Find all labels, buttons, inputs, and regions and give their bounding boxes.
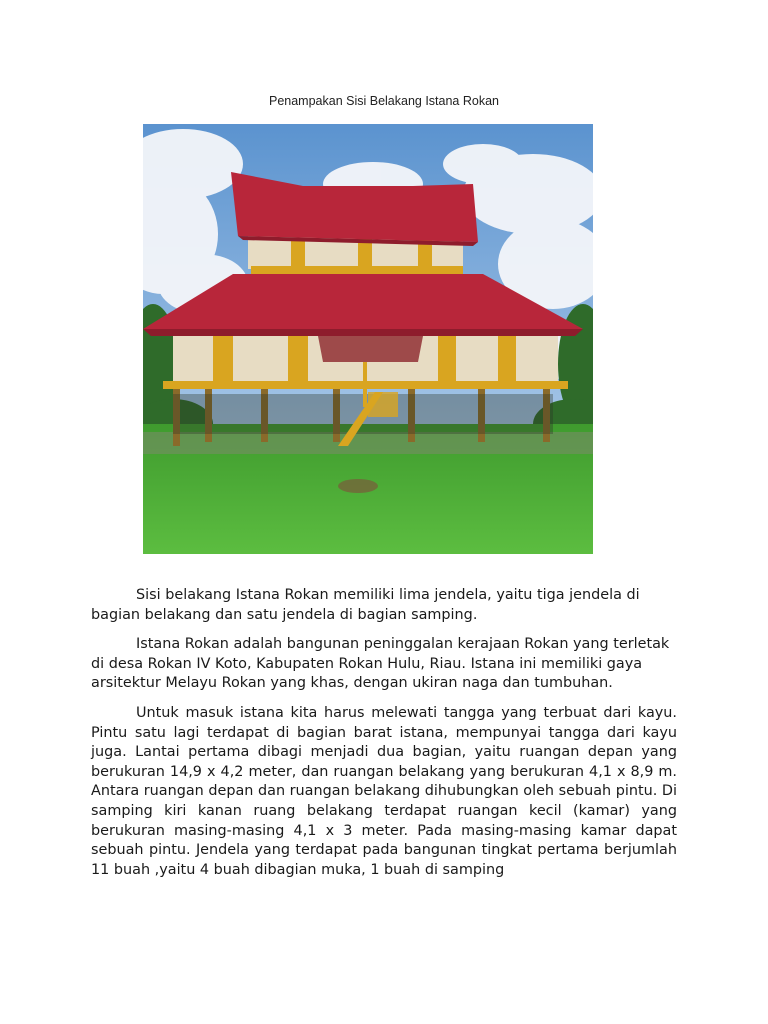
- paragraph: Istana Rokan adalah bangunan peninggalan kerajaan Rokan yang terletak di desa Rokan IV Koto, Kabupaten Rokan Hulu, Riau. Istana ini memiliki gaya arsitektur Melayu Rokan yang khas, dengan ukiran naga dan tumbuhan.: [91, 636, 670, 692]
- body-text: [91, 586, 677, 890]
- paragraph: Sisi belakang Istana Rokan memiliki lima jendela, yaitu tiga jendela di bagian belakang dan satu jendela di bagian samping.: [91, 587, 640, 623]
- istana-rokan-photo: [143, 124, 593, 554]
- paragraph: Untuk masuk istana kita harus melewati tangga yang terbuat dari kayu. Pintu satu lagi terdapat di bagian barat istana, mempunyai tangga dari kayu juga. Lantai pertama dibagi menjadi dua bagian, yaitu ruangan depan yang berukuran 14,9 x 4,2 meter, dan ruangan belakang yang berukuran 4,1 x 8,9 m. Antara ruangan depan dan ruangan belakang dihubungkan oleh sebuah pintu. Di samping kiri kanan ruang belakang terdapat ruangan kecil (kamar) yang berukuran masing-masing 4,1 x 3 meter. Pada masing-masing kamar dapat sebuah pintu. Jendela yang terdapat pada bangunan tingkat pertama berjumlah 11 buah ,yaitu 4 buah dibagian muka, 1 buah di samping: [91, 704, 677, 878]
- figure-caption: Penampakan Sisi Belakang Istana Rokan: [268, 94, 499, 108]
